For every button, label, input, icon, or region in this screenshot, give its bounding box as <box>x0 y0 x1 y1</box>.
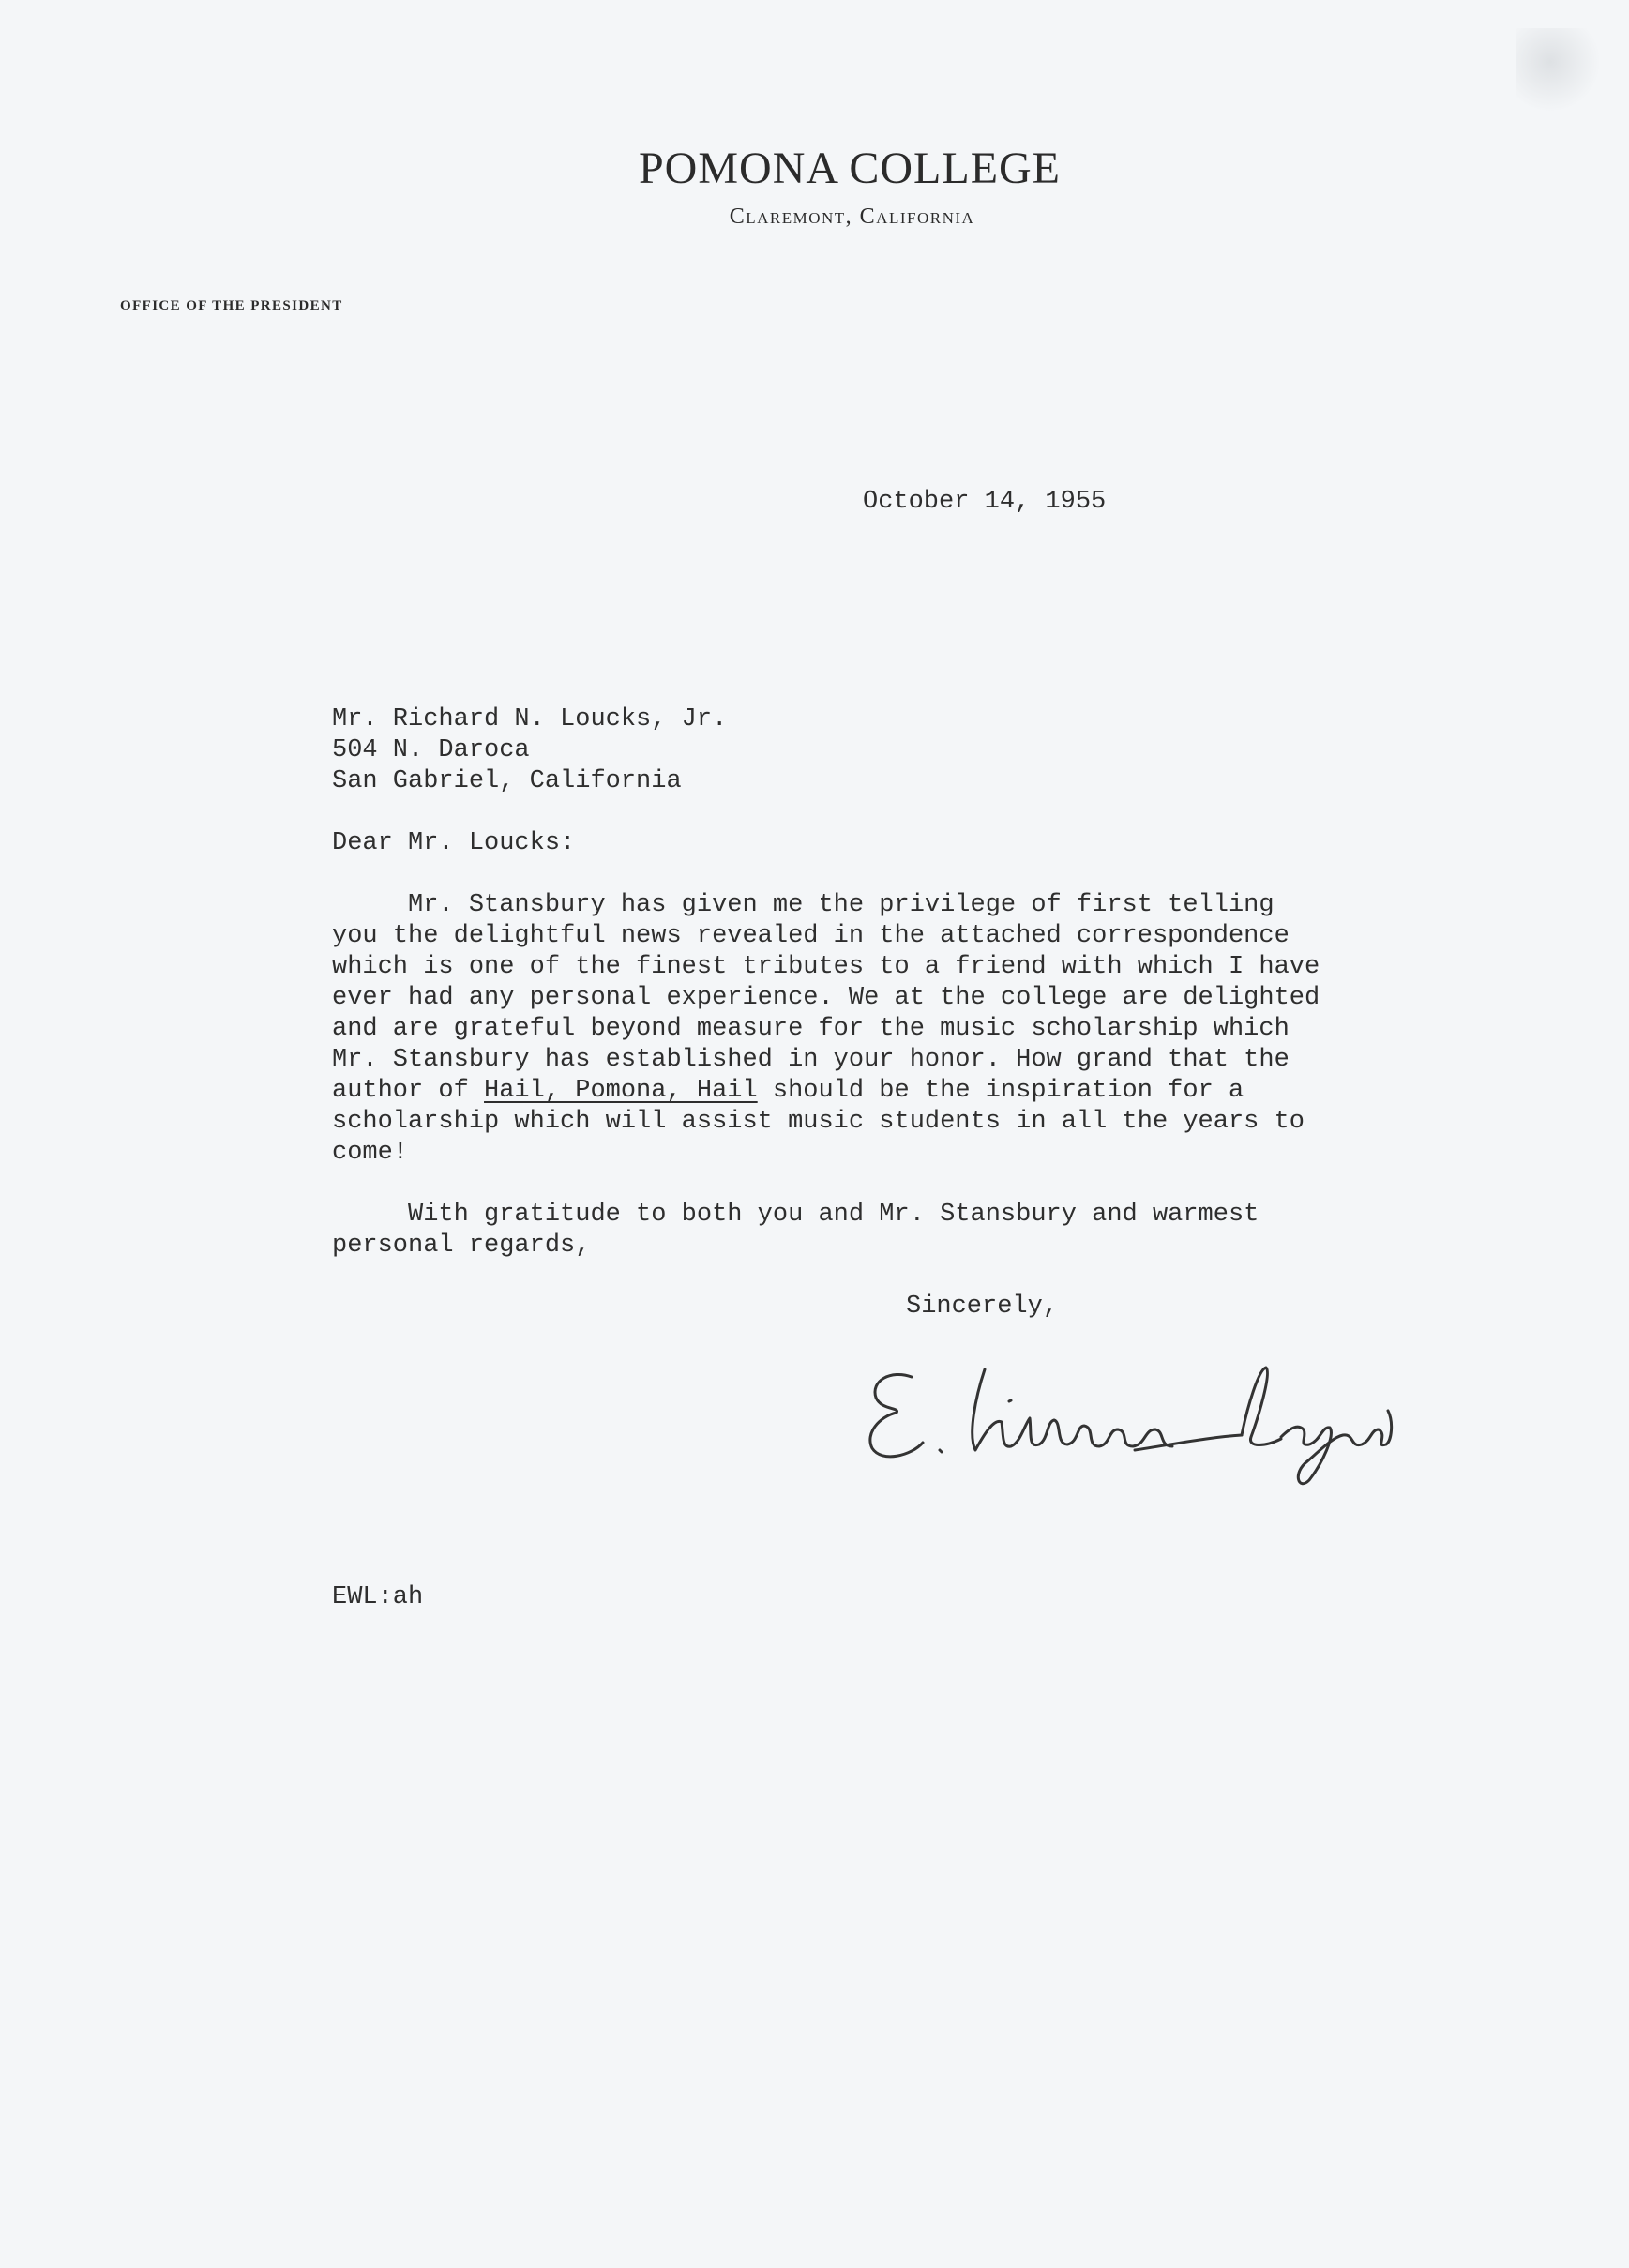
body-line: personal regards, <box>332 1232 591 1260</box>
body-line: scholarship which will assist music students in all the years to <box>332 1108 1305 1136</box>
letterhead-office: OFFICE OF THE PRESIDENT <box>120 298 343 313</box>
recipient-city: San Gabriel, California <box>332 767 682 795</box>
letterhead-college-name: POMONA COLLEGE <box>638 144 1061 193</box>
body-line: which is one of the finest tributes to a friend with which I have <box>332 953 1320 981</box>
body-line <box>332 1077 1244 1105</box>
letterhead-city: Claremont, California <box>729 204 975 229</box>
closing: Sincerely, <box>906 1293 1059 1321</box>
body-line: Mr. Stansbury has established in your honor. How grand that the <box>332 1046 1290 1074</box>
body-line: come! <box>332 1139 409 1167</box>
body-line: and are grateful beyond measure for the music scholarship which <box>332 1015 1290 1043</box>
body-text: should be the inspiration for a <box>757 1077 1244 1105</box>
body-text: author of <box>332 1077 485 1105</box>
body-line: ever had any personal experience. We at the college are delighted <box>332 984 1320 1012</box>
body-line: With gratitude to both you and Mr. Stansbury and warmest <box>332 1201 1259 1229</box>
salutation: Dear Mr. Loucks: <box>332 829 576 857</box>
body-line: Mr. Stansbury has given me the privilege of first telling <box>332 891 1275 919</box>
typist-initials: EWL:ah <box>332 1583 424 1611</box>
scan-smudge <box>1516 28 1601 113</box>
letter-date: October 14, 1955 <box>863 488 1107 516</box>
handwritten-signature <box>853 1332 1397 1491</box>
body-line: you the delightful news revealed in the attached correspondence <box>332 922 1290 950</box>
song-title: Hail, Pomona, Hail <box>484 1077 758 1105</box>
recipient-street: 504 N. Daroca <box>332 736 530 764</box>
recipient-name: Mr. Richard N. Loucks, Jr. <box>332 705 728 733</box>
